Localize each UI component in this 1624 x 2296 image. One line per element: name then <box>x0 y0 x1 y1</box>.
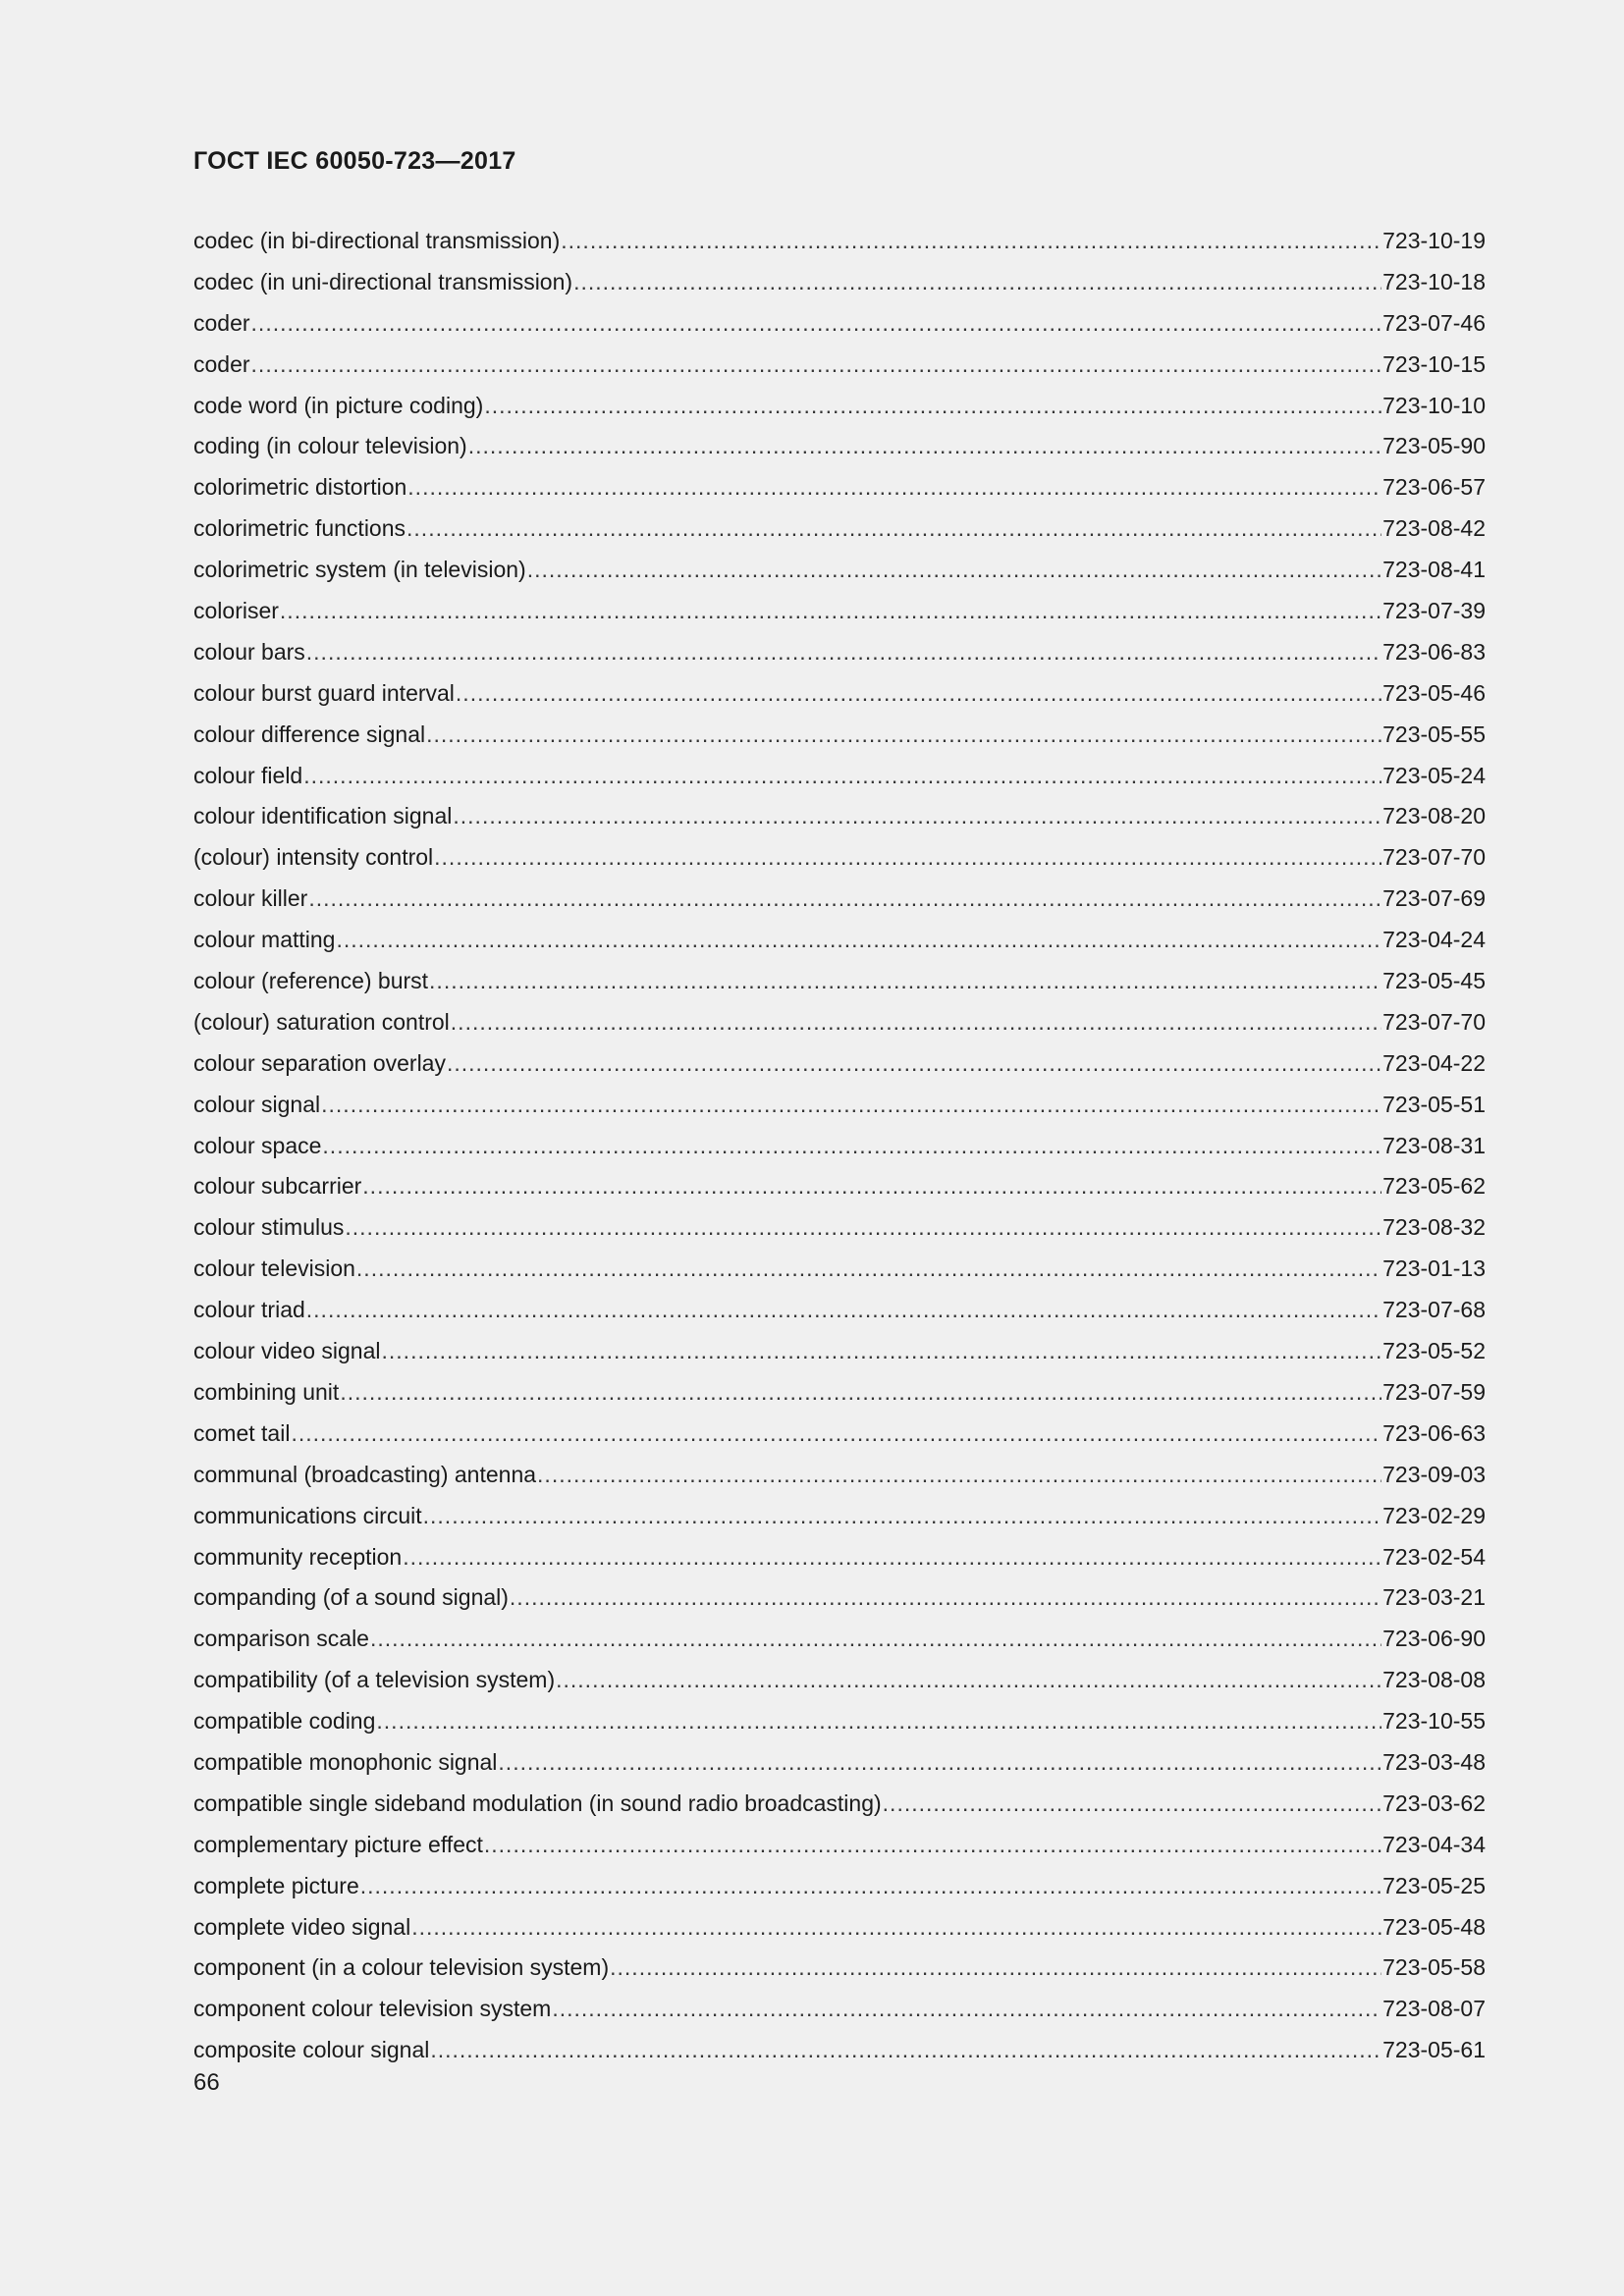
index-entry <box>193 221 1486 262</box>
entry-term: component (in a colour television system) <box>193 1954 610 1981</box>
index-entry <box>193 1742 1486 1784</box>
dot-leader <box>453 796 1381 837</box>
index-entry <box>193 1249 1486 1290</box>
entry-term: colorimetric distortion <box>193 474 407 501</box>
entry-term: compatible single sideband modulation (in sound radio broadcasting) <box>193 1789 882 1816</box>
entry-term: colour burst guard interval <box>193 679 455 706</box>
entry-reference: 723-05-90 <box>1382 433 1486 459</box>
dot-leader <box>430 2030 1381 2071</box>
index-entry <box>193 756 1486 797</box>
entry-reference: 723-05-51 <box>1382 1091 1486 1117</box>
entry-term: communal (broadcasting) antenna <box>193 1461 537 1487</box>
entry-reference: 723-08-08 <box>1382 1667 1486 1693</box>
dot-leader <box>280 591 1381 632</box>
entry-reference: 723-07-46 <box>1382 309 1486 336</box>
index-entry <box>193 1166 1486 1207</box>
index-entry <box>193 1372 1486 1414</box>
dot-leader <box>403 1537 1381 1578</box>
index-entry <box>193 1825 1486 1866</box>
entry-term: colour matting <box>193 927 336 953</box>
entry-reference: 723-08-41 <box>1382 557 1486 583</box>
entry-term: combining unit <box>193 1378 340 1405</box>
entry-reference: 723-07-59 <box>1382 1378 1486 1405</box>
entry-reference: 723-10-10 <box>1382 392 1486 418</box>
index-entry <box>193 1207 1486 1249</box>
entry-reference: 723-07-69 <box>1382 885 1486 912</box>
dot-leader <box>484 1825 1381 1866</box>
index-entry <box>193 1989 1486 2030</box>
entry-term: compatibility (of a television system) <box>193 1667 556 1693</box>
entry-term: coder <box>193 350 250 377</box>
entry-reference: 723-07-68 <box>1382 1297 1486 1323</box>
entry-term: (colour) saturation control <box>193 1008 450 1035</box>
dot-leader <box>336 920 1381 961</box>
entry-term: colour triad <box>193 1297 305 1323</box>
entry-term: coder <box>193 309 250 336</box>
entry-reference: 723-05-24 <box>1382 762 1486 788</box>
index-entry <box>193 796 1486 837</box>
entry-reference: 723-03-62 <box>1382 1789 1486 1816</box>
dot-leader <box>468 426 1381 467</box>
index-entry <box>193 673 1486 715</box>
dot-leader <box>456 673 1381 715</box>
dot-leader <box>407 467 1381 508</box>
entry-reference: 723-05-25 <box>1382 1872 1486 1898</box>
entry-term: colorimetric system (in television) <box>193 557 526 583</box>
dot-leader <box>883 1784 1381 1825</box>
dot-leader <box>556 1660 1381 1701</box>
index-entry <box>193 1414 1486 1455</box>
entry-term: communications circuit <box>193 1502 422 1528</box>
dot-leader <box>340 1372 1381 1414</box>
index-entry <box>193 345 1486 386</box>
entry-reference: 723-07-70 <box>1382 1008 1486 1035</box>
term-index-list <box>193 221 1486 2071</box>
entry-reference: 723-04-22 <box>1382 1049 1486 1076</box>
entry-reference: 723-06-57 <box>1382 474 1486 501</box>
entry-term: comet tail <box>193 1419 291 1446</box>
entry-reference: 723-08-42 <box>1382 515 1486 542</box>
dot-leader <box>306 632 1381 673</box>
index-entry <box>193 632 1486 673</box>
entry-reference: 723-02-29 <box>1382 1502 1486 1528</box>
index-entry <box>193 1866 1486 1907</box>
entry-reference: 723-06-63 <box>1382 1419 1486 1446</box>
index-entry <box>193 715 1486 756</box>
index-entry <box>193 1496 1486 1537</box>
entry-term: (colour) intensity control <box>193 844 434 871</box>
index-entry <box>193 879 1486 920</box>
index-entry <box>193 1660 1486 1701</box>
dot-leader <box>406 508 1381 550</box>
dot-leader <box>426 715 1381 756</box>
entry-term: codec (in uni-directional transmission) <box>193 268 573 294</box>
entry-reference: 723-10-15 <box>1382 350 1486 377</box>
index-entry <box>193 1701 1486 1742</box>
index-entry <box>193 961 1486 1002</box>
entry-term: colour subcarrier <box>193 1173 362 1200</box>
entry-reference: 723-10-18 <box>1382 268 1486 294</box>
entry-reference: 723-09-03 <box>1382 1461 1486 1487</box>
entry-term: colour (reference) burst <box>193 968 429 994</box>
entry-term: colour difference signal <box>193 721 426 747</box>
entry-reference: 723-06-90 <box>1382 1626 1486 1652</box>
entry-term: complementary picture effect <box>193 1831 483 1857</box>
dot-leader <box>360 1866 1381 1907</box>
entry-term: community reception <box>193 1543 403 1570</box>
index-entry <box>193 1537 1486 1578</box>
entry-term: codec (in bi-directional transmission) <box>193 228 561 253</box>
entry-term: complete picture <box>193 1872 359 1898</box>
index-entry <box>193 837 1486 879</box>
dot-leader <box>527 550 1381 591</box>
entry-reference: 723-02-54 <box>1382 1543 1486 1570</box>
entry-term: comparison scale <box>193 1626 369 1652</box>
index-entry <box>193 426 1486 467</box>
index-entry <box>193 508 1486 550</box>
entry-term: colour killer <box>193 885 308 912</box>
index-entry <box>193 2030 1486 2071</box>
entry-term: colorimetric functions <box>193 515 406 542</box>
dot-leader <box>376 1701 1381 1742</box>
index-entry <box>193 1331 1486 1372</box>
entry-term: code word (in picture coding) <box>193 392 484 418</box>
entry-reference: 723-10-19 <box>1382 228 1486 253</box>
entry-term: colour field <box>193 762 303 788</box>
index-entry <box>193 1085 1486 1126</box>
entry-reference: 723-04-24 <box>1382 927 1486 953</box>
entry-reference: 723-08-32 <box>1382 1214 1486 1241</box>
dot-leader <box>291 1414 1381 1455</box>
index-entry <box>193 1619 1486 1660</box>
dot-leader <box>561 221 1381 262</box>
dot-leader <box>303 756 1381 797</box>
dot-leader <box>251 345 1382 386</box>
entry-term: coloriser <box>193 598 279 624</box>
entry-reference: 723-05-52 <box>1382 1338 1486 1364</box>
dot-leader <box>510 1577 1381 1619</box>
dot-leader <box>447 1043 1381 1085</box>
entry-reference: 723-05-45 <box>1382 968 1486 994</box>
entry-term: colour bars <box>193 638 305 665</box>
entry-term: coding (in colour television) <box>193 433 467 459</box>
entry-reference: 723-05-62 <box>1382 1173 1486 1200</box>
dot-leader <box>573 262 1381 303</box>
dot-leader <box>423 1496 1382 1537</box>
dot-leader <box>411 1907 1381 1949</box>
index-entry <box>193 386 1486 427</box>
dot-leader <box>322 1126 1381 1167</box>
index-entry <box>193 1290 1486 1331</box>
entry-reference: 723-03-21 <box>1382 1584 1486 1611</box>
dot-leader <box>429 961 1381 1002</box>
index-entry <box>193 1043 1486 1085</box>
entry-reference: 723-06-83 <box>1382 638 1486 665</box>
entry-reference: 723-05-55 <box>1382 721 1486 747</box>
dot-leader <box>552 1989 1381 2030</box>
index-entry <box>193 1455 1486 1496</box>
entry-reference: 723-05-61 <box>1382 2037 1486 2063</box>
entry-reference: 723-05-46 <box>1382 679 1486 706</box>
entry-term: colour space <box>193 1132 322 1158</box>
index-entry <box>193 1907 1486 1949</box>
entry-term: colour video signal <box>193 1338 381 1364</box>
index-entry <box>193 1577 1486 1619</box>
entry-term: complete video signal <box>193 1913 411 1940</box>
entry-term: companding (of a sound signal) <box>193 1584 509 1611</box>
entry-term: colour identification signal <box>193 803 453 829</box>
entry-term: composite colour signal <box>193 2037 430 2063</box>
entry-reference: 723-08-07 <box>1382 1996 1486 2022</box>
index-entry <box>193 550 1486 591</box>
entry-reference: 723-07-70 <box>1382 844 1486 871</box>
dot-leader <box>382 1331 1382 1372</box>
index-entry <box>193 467 1486 508</box>
entry-reference: 723-05-58 <box>1382 1954 1486 1981</box>
entry-reference: 723-03-48 <box>1382 1748 1486 1775</box>
dot-leader <box>451 1002 1381 1043</box>
dot-leader <box>484 386 1381 427</box>
entry-term: colour signal <box>193 1091 321 1117</box>
index-entry <box>193 1784 1486 1825</box>
dot-leader <box>610 1948 1381 1989</box>
entry-reference: 723-04-34 <box>1382 1831 1486 1857</box>
index-entry <box>193 1126 1486 1167</box>
entry-term: compatible monophonic signal <box>193 1748 498 1775</box>
entry-reference: 723-01-13 <box>1382 1255 1486 1282</box>
page-number: 66 <box>193 2069 220 2096</box>
index-entry <box>193 262 1486 303</box>
entry-reference: 723-08-20 <box>1382 803 1486 829</box>
entry-reference: 723-07-39 <box>1382 598 1486 624</box>
dot-leader <box>537 1455 1381 1496</box>
dot-leader <box>498 1742 1381 1784</box>
dot-leader <box>434 837 1381 879</box>
dot-leader <box>306 1290 1381 1331</box>
entry-reference: 723-05-48 <box>1382 1913 1486 1940</box>
entry-term: colour separation overlay <box>193 1049 446 1076</box>
entry-term: colour stimulus <box>193 1214 345 1241</box>
entry-term: colour television <box>193 1255 355 1282</box>
index-entry <box>193 920 1486 961</box>
index-entry <box>193 303 1486 345</box>
dot-leader <box>308 879 1381 920</box>
entry-term: component colour television system <box>193 1996 552 2022</box>
document-header: ГОСТ IEC 60050-723—2017 <box>193 147 516 175</box>
index-entry <box>193 591 1486 632</box>
index-entry <box>193 1948 1486 1989</box>
entry-reference: 723-08-31 <box>1382 1132 1486 1158</box>
entry-reference: 723-10-55 <box>1382 1708 1486 1735</box>
dot-leader <box>370 1619 1381 1660</box>
dot-leader <box>345 1207 1381 1249</box>
entry-term: compatible coding <box>193 1708 376 1735</box>
dot-leader <box>251 303 1382 345</box>
dot-leader <box>362 1166 1381 1207</box>
dot-leader <box>356 1249 1381 1290</box>
dot-leader <box>321 1085 1381 1126</box>
index-entry <box>193 1002 1486 1043</box>
